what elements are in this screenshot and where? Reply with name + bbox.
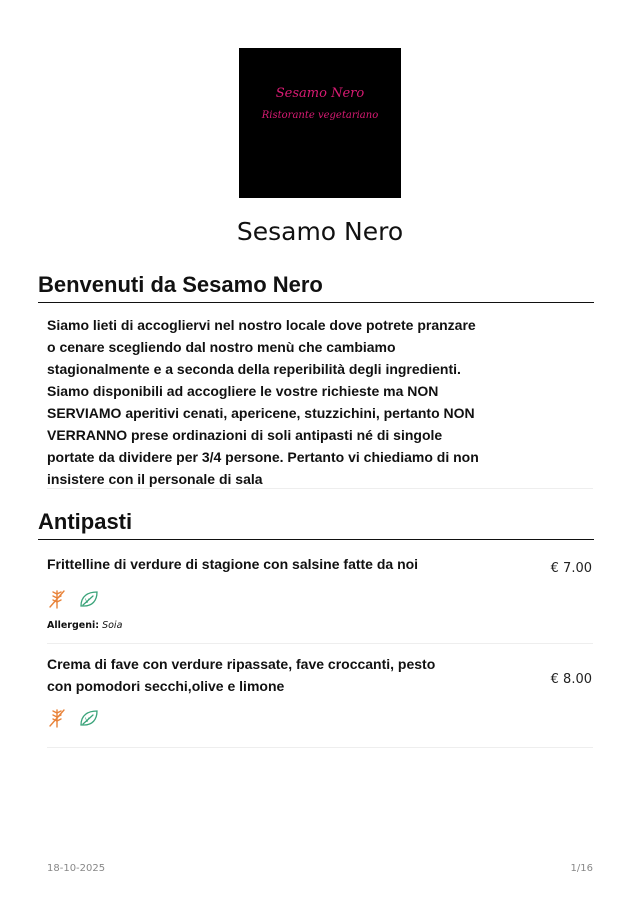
allergens-label: Allergeni:: [47, 620, 100, 631]
logo-subtitle: Ristorante vegetariano: [261, 110, 379, 121]
vegan-leaf-icon: [78, 588, 100, 607]
dish-icons: [47, 588, 100, 610]
dish-icons: [47, 707, 100, 729]
divider: [47, 488, 593, 489]
allergens-value: Soia: [102, 620, 123, 631]
dish-price: € 7.00: [550, 561, 592, 576]
vegan-leaf-icon: [78, 707, 100, 726]
section-heading-antipasti: Antipasti: [38, 509, 594, 540]
restaurant-logo: [239, 48, 401, 198]
divider: [47, 643, 593, 644]
gluten-free-icon: [47, 707, 72, 726]
logo-title: Sesamo Nero: [275, 86, 365, 101]
divider: [47, 747, 593, 748]
dish-allergens: [47, 620, 122, 631]
svg-text:V: V: [85, 598, 90, 605]
welcome-text: Siamo lieti di accogliervi nel nostro locale dove potrete pranzare o cenare scegliendo dal nostro menù che cambiamo stagionalmente e a seconda della reperibilità degli ingredienti. Siamo disponibili ad accogliere le vostre richieste ma NON SERVIAMO aperitivi cenati, apericene, stuzzichini, pertanto NON VERRANNO prese ordinazioni di soli antipasti né di singole portate da dividere per 3/4 persone. Pertanto vi chiediamo di non insistere con il personale di sala: [47, 317, 479, 487]
welcome-heading: Benvenuti da Sesamo Nero: [38, 272, 594, 303]
svg-text:V: V: [85, 717, 90, 724]
footer-date: 18-10-2025: [47, 863, 106, 874]
page-number: 1/16: [570, 863, 593, 874]
dish-price: € 8.00: [550, 672, 592, 687]
dish-name: Crema di fave con verdure ripassate, fave croccanti, pesto con pomodori secchi,olive e limone: [47, 656, 436, 694]
restaurant-name: Sesamo Nero: [236, 217, 404, 246]
gluten-free-icon: [47, 588, 72, 607]
dish-name: Frittelline di verdure di stagione con salsine fatte da noi: [47, 556, 419, 572]
